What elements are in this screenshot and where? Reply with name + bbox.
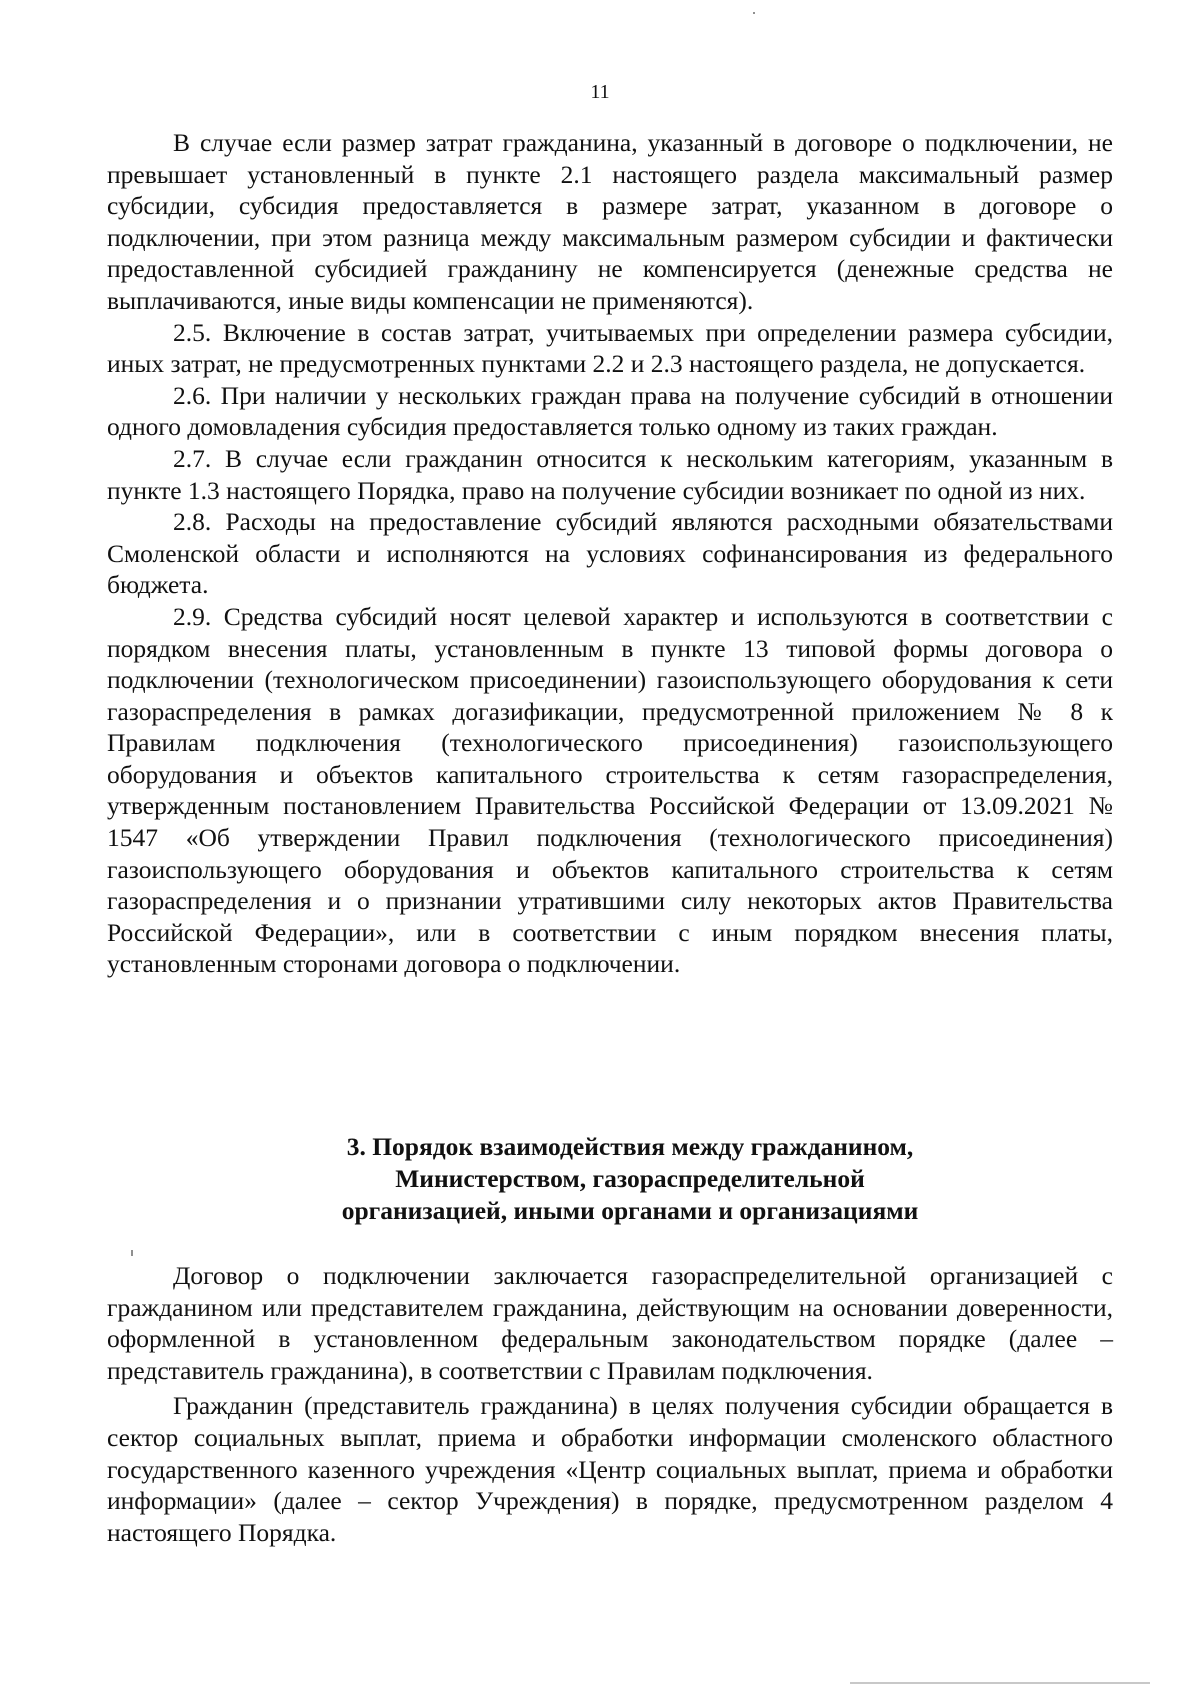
scan-artifact-dot	[753, 12, 755, 14]
paragraph-contract: Договор о подключении заключается газораспределительной организацией с гражданином или представителем гражданина, действующим на основании доверенности, оформленной в установленном федеральным законодательством порядке (далее – представитель гражданина), в соответствии с Правилам подключения.	[107, 1261, 1113, 1385]
paragraph-2-7: 2.7. В случае если гражданин относится к нескольким категориям, указанным в пункте 1.3 настоящего Порядка, право на получение субсидии возникает по одной из них.	[107, 443, 1113, 505]
page-number: 11	[590, 81, 610, 103]
paragraph-2-8: 2.8. Расходы на предоставление субсидий являются расходными обязательствами Смоленской области и исполняются на условиях софинансирования из федерального бюджета.	[107, 507, 1113, 600]
paragraph-2-5: 2.5. Включение в состав затрат, учитываемых при определении размера субсидии, иных затрат, не предусмотренных пунктами 2.2 и 2.3 настоящего раздела, не допускается.	[107, 317, 1113, 379]
scan-artifact-dot	[131, 1250, 133, 1256]
paragraph-application: Гражданин (представитель гражданина) в целях получения субсидии обращается в сектор социальных выплат, приема и обработки информации смоленского областного государственного казенного учреждения «Центр социальных выплат, приема и обработки информации» (далее – сектор Учреждения) в порядке, предусмотренном разделом 4 настоящего Порядка.	[107, 1391, 1113, 1547]
section-2-body	[107, 127, 1113, 980]
paragraph-2-6: 2.6. При наличии у нескольких граждан права на получение субсидий в отношении одного домовладения субсидия предоставляется только одному из таких граждан.	[107, 380, 1113, 442]
section-heading-line-2: Министерством, газораспределительной	[395, 1164, 865, 1193]
section-3-heading	[107, 1131, 1113, 1227]
scan-artifact-line	[850, 1682, 1150, 1684]
section-3-body	[107, 1260, 1113, 1548]
paragraph-cost-limit: В случае если размер затрат гражданина, указанный в договоре о подключении, не превышает установленный в пункте 2.1 настоящего раздела максимальный размер субсидии, субсидия предоставляется в размере затрат, указанном в договоре о подключении, при этом разница между максимальным размером субсидии и фактически предоставленной субсидией гражданину не компенсируется (денежные средства не выплачиваются, иные виды компенсации не применяются).	[107, 128, 1113, 315]
section-heading-line-3: организацией, иными органами и организациями	[341, 1196, 919, 1225]
section-heading-line-1: 3. Порядок взаимодействия между гражданином,	[346, 1132, 914, 1161]
paragraph-2-9: 2.9. Средства субсидий носят целевой характер и используются в соответствии с порядком внесения платы, установленным в пункте 13 типовой формы договора о подключении (технологическом присоединении) газоиспользующего оборудования к сети газораспределения в рамках догазификации, предусмотренной приложением № 8 к Правилам подключения (технологического присоединения) газоиспользующего оборудования и объектов капитального строительства к сетям газораспределения, утвержденным постановлением Правительства Российской Федерации от 13.09.2021 № 1547 «Об утверждении Правил подключения (технологического присоединения) газоиспользующего оборудования и объектов капитального строительства к сетям газораспределения и о признании утратившими силу некоторых актов Правительства Российской Федерации», или в соответствии с иным порядком внесения платы, установленным сторонами договора о подключении.	[107, 601, 1113, 979]
